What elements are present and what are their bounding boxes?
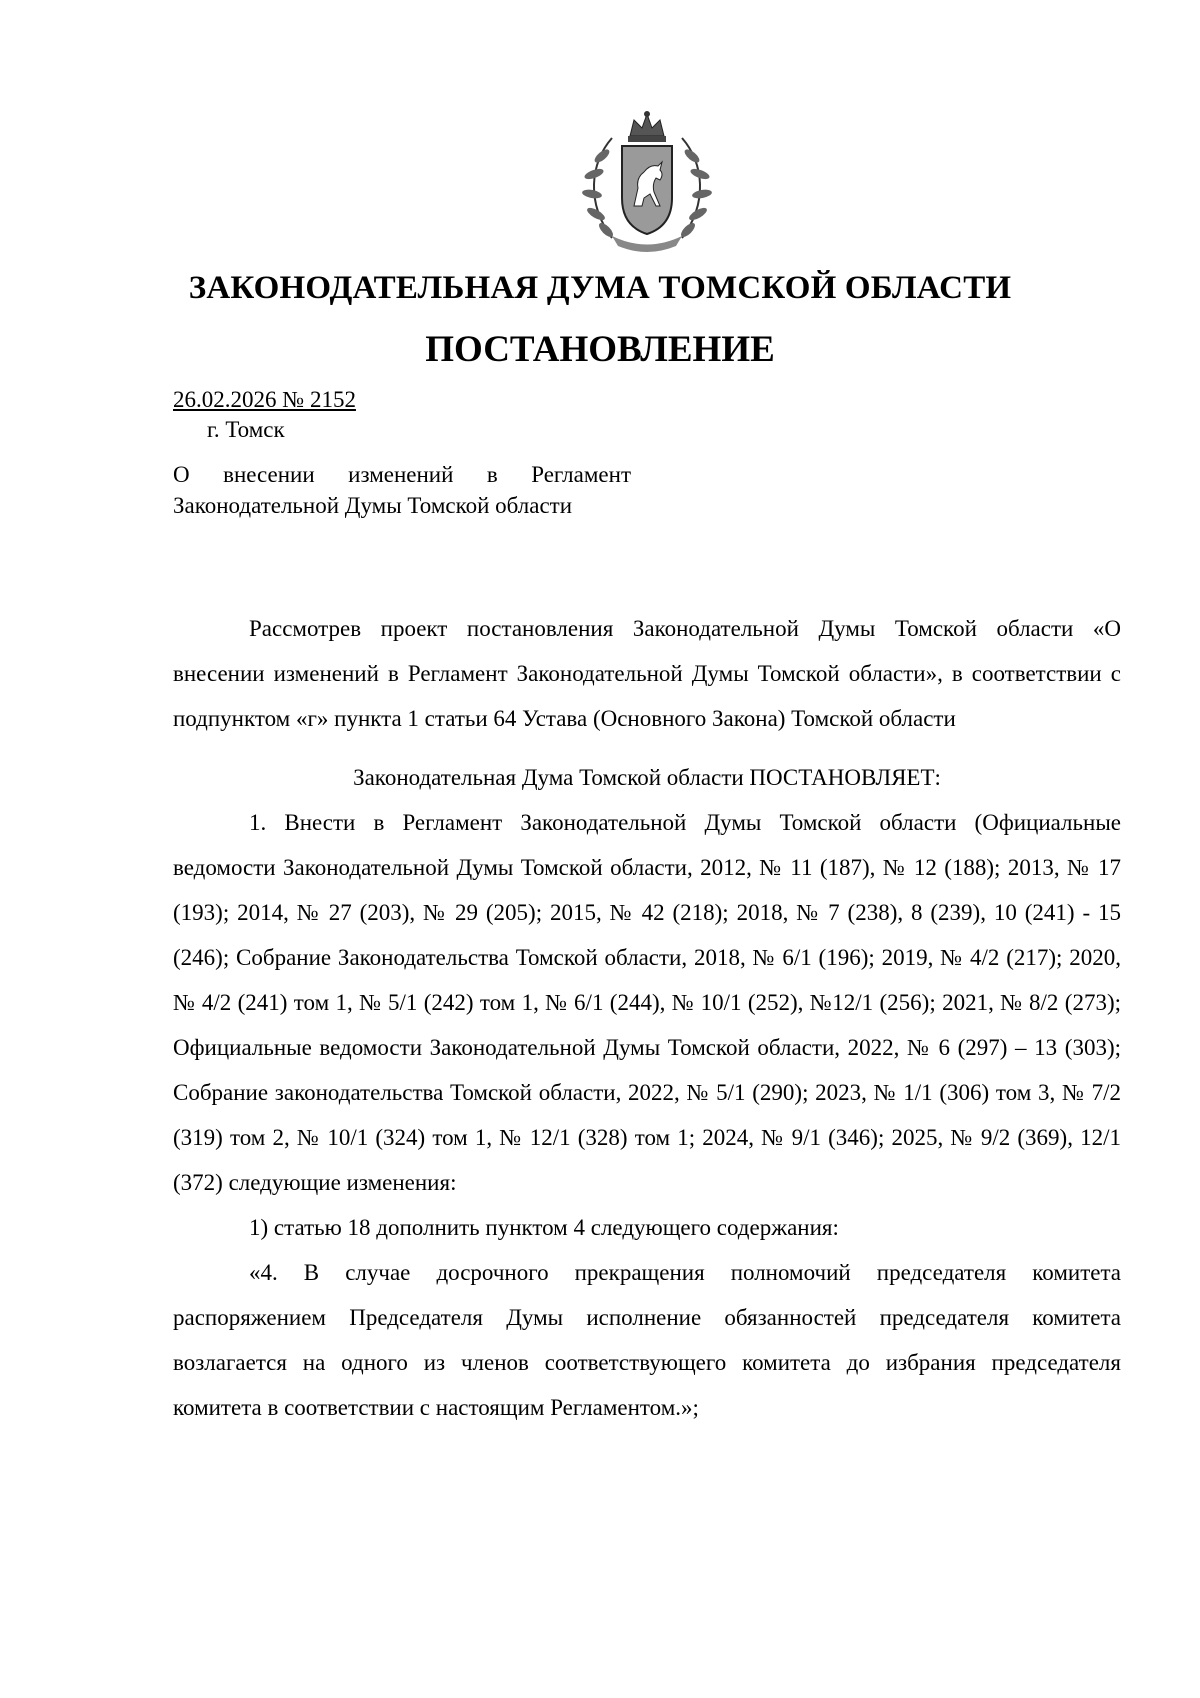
city: г. Томск — [207, 417, 285, 442]
document-subject: О внесении изменений в Регламент Законодательной Думы Томской области — [173, 462, 631, 518]
subitem-1-paragraph: 1) статью 18 дополнить пунктом 4 следующего содержания: — [249, 1215, 839, 1240]
organization-title: ЗАКОНОДАТЕЛЬНАЯ ДУМА ТОМСКОЙ ОБЛАСТИ — [188, 270, 1012, 306]
quoted-amendment-paragraph: «4. В случае досрочного прекращения полномочий председателя комитета распоряжением Председателя Думы исполнение обязанностей председателя комитета возлагается на одного из членов соответствующего комитета до избрания председателя комитета в соответствии с настоящим Регламентом.»; — [173, 1260, 1121, 1420]
item-1-paragraph: 1. Внести в Регламент Законодательной Думы Томской области (Официальные ведомости Законодательной Думы Томской области, 2012, № 11 (187), № 12 (188); 2013, № 17 (193); 2014, № 27 (203), № 29 (205); 2015, № 42 (218); 2018, № 7 (238), 8 (239), 10 (241) - 15 (246); Собрание Законодательства Томской области, 2018, № 6/1 (196); 2019, № 4/2 (217); 2020, № 4/2 (241) том 1, № 5/1 (242) том 1, № 6/1 (244), № 10/1 (252), №12/1 (256); 2021, № 8/2 (273); Официальные ведомости Законодательной Думы Томской области, 2022, № 6 (297) – 13 (303); Собрание законодательства Томской области, 2022, № 5/1 (290); 2023, № 1/1 (306) том 3, № 7/2 (319) том 2, № 10/1 (324) том 1, № 12/1 (328) том 1; 2024, № 9/1 (346); 2025, № 9/2 (369), 12/1 (372) следующие изменения: — [173, 810, 1121, 1195]
document-body — [173, 606, 1121, 1430]
resolution-line: Законодательная Дума Томской области ПОСТАНОВЛЯЕТ: — [353, 765, 941, 790]
preamble-paragraph: Рассмотрев проект постановления Законодательной Думы Томской области «О внесении изменений в Регламент Законодательной Думы Томской области», в соответствии с подпунктом «г» пункта 1 статьи 64 Устава (Основного Закона) Томской области — [173, 616, 1121, 731]
document-type-title: ПОСТАНОВЛЕНИЕ — [425, 329, 775, 370]
date-and-number: 26.02.2026 № 2152 — [173, 387, 356, 412]
coat-of-arms-icon — [572, 108, 722, 256]
